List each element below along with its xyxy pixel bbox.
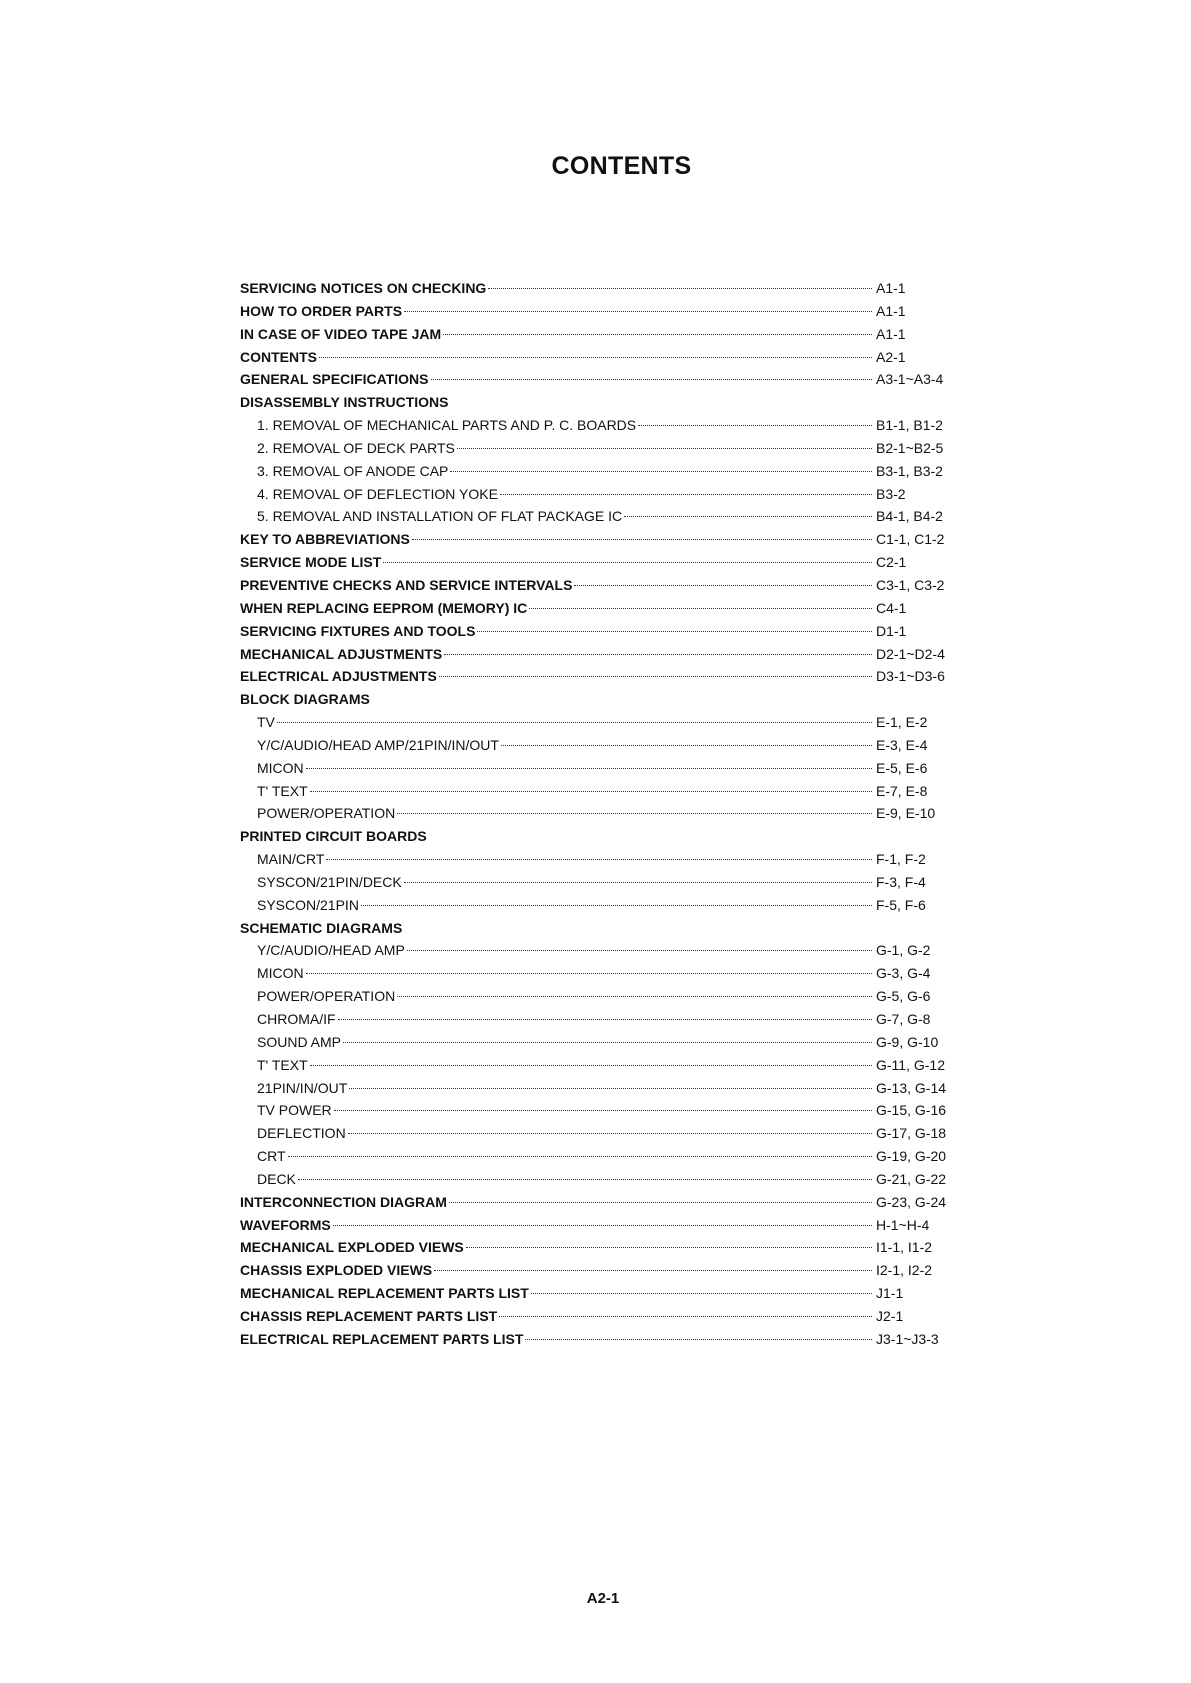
- toc-entry-label: IN CASE OF VIDEO TAPE JAM: [240, 325, 442, 342]
- toc-entry[interactable]: [240, 1328, 960, 1351]
- dot-leader: [310, 790, 872, 792]
- dot-leader: [333, 1224, 872, 1226]
- toc-entry-page: G-5, G-6: [876, 988, 931, 1005]
- toc-entry-label: DECK: [257, 1170, 296, 1187]
- toc-entry-label: SYSCON/21PIN/DECK: [257, 873, 402, 890]
- toc-entry[interactable]: [240, 551, 960, 574]
- toc-entry[interactable]: [240, 848, 960, 871]
- dot-leader: [298, 1178, 872, 1180]
- toc-entry[interactable]: [240, 1031, 960, 1054]
- dot-leader: [450, 470, 872, 472]
- dot-leader: [407, 949, 872, 951]
- toc-entry-page: G-11, G-12: [876, 1056, 945, 1073]
- toc-entry[interactable]: [240, 528, 960, 551]
- toc-entry-page: B4-1, B4-2: [876, 508, 943, 525]
- toc-heading: [240, 688, 960, 711]
- toc-entry-label: T' TEXT: [257, 782, 308, 799]
- toc-entry[interactable]: [240, 620, 960, 643]
- toc-entry-page: J2-1: [876, 1307, 904, 1324]
- toc-entry[interactable]: [240, 665, 960, 688]
- dot-leader: [431, 378, 872, 380]
- toc-entry-page: G-1, G-2: [876, 942, 931, 959]
- toc-entry-label: MICON: [257, 759, 304, 776]
- dot-leader: [500, 493, 872, 495]
- toc-entry-page: H-1~H-4: [876, 1216, 930, 1233]
- toc-entry-page: J1-1: [876, 1285, 904, 1302]
- toc-entry-label: Y/C/AUDIO/HEAD AMP/21PIN/IN/OUT: [257, 736, 499, 753]
- toc-entry-page: G-19, G-20: [876, 1148, 947, 1165]
- toc-entry-label: WHEN REPLACING EEPROM (MEMORY) IC: [240, 599, 528, 616]
- toc-entry-page: J3-1~J3-3: [876, 1330, 939, 1347]
- dot-leader: [529, 607, 872, 609]
- toc-entry-page: G-3, G-4: [876, 965, 931, 982]
- toc-entry[interactable]: [240, 1214, 960, 1237]
- toc-entry-page: D1-1: [876, 622, 907, 639]
- toc-entry-page: D3-1~D3-6: [876, 668, 945, 685]
- dot-leader: [404, 881, 872, 883]
- toc-entry[interactable]: [240, 894, 960, 917]
- dot-leader: [397, 812, 872, 814]
- toc-entry[interactable]: [240, 277, 960, 300]
- toc-entry[interactable]: [240, 483, 960, 506]
- dot-leader: [624, 515, 872, 517]
- toc-entry-label: 3. REMOVAL OF ANODE CAP: [257, 462, 449, 479]
- toc-entry-label: SCHEMATIC DIAGRAMS: [240, 919, 403, 936]
- toc-entry-label: CONTENTS: [240, 348, 317, 365]
- toc-entry-label: TV POWER: [257, 1102, 332, 1119]
- dot-leader: [525, 1338, 872, 1340]
- toc-entry-label: SERVICING NOTICES ON CHECKING: [240, 280, 487, 296]
- dot-leader: [348, 1132, 872, 1134]
- toc-entry[interactable]: [240, 780, 960, 803]
- toc-entry[interactable]: [240, 1008, 960, 1031]
- toc-entry-page: I2-1, I2-2: [876, 1262, 933, 1279]
- dot-leader: [499, 1315, 872, 1317]
- dot-leader: [361, 904, 872, 906]
- toc-entry[interactable]: [240, 346, 960, 369]
- toc-entry-label: 1. REMOVAL OF MECHANICAL PARTS AND P. C. BOARDS: [257, 417, 637, 434]
- toc-entry-label: WAVEFORMS: [240, 1216, 331, 1233]
- toc-entry[interactable]: [240, 1168, 960, 1191]
- dot-leader: [574, 584, 872, 586]
- toc-entry-page: C2-1: [876, 554, 907, 571]
- toc-entry-page: G-7, G-8: [876, 1011, 931, 1027]
- toc-entry[interactable]: [240, 323, 960, 346]
- toc-entry-page: C4-1: [876, 599, 907, 616]
- toc-entry-label: 2. REMOVAL OF DECK PARTS: [257, 439, 455, 456]
- dot-leader: [434, 1269, 872, 1271]
- dot-leader: [466, 1246, 872, 1248]
- toc-entry[interactable]: [240, 460, 960, 483]
- toc-entry-page: G-15, G-16: [876, 1102, 947, 1119]
- toc-entry-label: MICON: [257, 965, 304, 982]
- dot-leader: [457, 447, 872, 449]
- toc-entry[interactable]: [240, 1259, 960, 1282]
- toc-entry-page: B3-1, B3-2: [876, 462, 943, 479]
- toc-entry-label: DISASSEMBLY INSTRUCTIONS: [240, 394, 449, 411]
- dot-leader: [334, 1109, 872, 1111]
- toc-entry-label: DEFLECTION: [257, 1125, 346, 1142]
- toc-entry-page: G-13, G-14: [876, 1079, 947, 1096]
- toc-entry-label: 4. REMOVAL OF DEFLECTION YOKE: [257, 485, 498, 502]
- toc-entry[interactable]: [240, 711, 960, 734]
- toc-entry-page: E-3, E-4: [876, 736, 928, 753]
- dot-leader: [319, 356, 872, 358]
- toc-entry-label: MAIN/CRT: [257, 851, 325, 868]
- toc-entry-label: Y/C/AUDIO/HEAD AMP: [257, 942, 405, 959]
- toc-entry-label: INTERCONNECTION DIAGRAM: [240, 1193, 447, 1210]
- toc-entry[interactable]: [240, 368, 960, 391]
- toc-entry-page: I1-1, I1-2: [876, 1239, 933, 1256]
- toc-entry[interactable]: [240, 871, 960, 894]
- dot-leader: [310, 1064, 872, 1066]
- toc-entry-page: A3-1~A3-4: [876, 371, 944, 388]
- dot-leader: [531, 1292, 872, 1294]
- toc-entry-page: E-5, E-6: [876, 759, 928, 776]
- dot-leader: [443, 333, 872, 335]
- toc-entry[interactable]: [240, 802, 960, 825]
- toc-entry[interactable]: [240, 1236, 960, 1259]
- toc-entry-page: G-9, G-10: [876, 1033, 939, 1050]
- toc-entry-page: B2-1~B2-5: [876, 439, 944, 456]
- dot-leader: [383, 561, 872, 563]
- toc-heading: [240, 391, 960, 414]
- dot-leader: [638, 424, 872, 426]
- toc-entry-label: GENERAL SPECIFICATIONS: [240, 371, 429, 388]
- dot-leader: [326, 858, 872, 860]
- toc-entry-page: E-7, E-8: [876, 782, 928, 799]
- toc-entry[interactable]: [240, 437, 960, 460]
- toc-entry-label: ELECTRICAL ADJUSTMENTS: [240, 668, 437, 685]
- toc-entry-label: TV: [257, 714, 275, 731]
- toc-entry[interactable]: [240, 1054, 960, 1077]
- toc-entry-label: CHASSIS REPLACEMENT PARTS LIST: [240, 1307, 498, 1324]
- toc-entry-page: G-21, G-22: [876, 1170, 947, 1187]
- toc-entry[interactable]: [240, 757, 960, 780]
- dot-leader: [306, 767, 872, 769]
- toc-entry-label: BLOCK DIAGRAMS: [240, 691, 370, 708]
- toc-heading: [240, 825, 960, 848]
- toc-entry-label: PREVENTIVE CHECKS AND SERVICE INTERVALS: [240, 576, 573, 593]
- toc-entry-label: MECHANICAL EXPLODED VIEWS: [240, 1239, 464, 1256]
- toc-entry[interactable]: [240, 734, 960, 757]
- toc-entry[interactable]: [240, 1145, 960, 1168]
- dot-leader: [404, 310, 872, 312]
- toc-entry[interactable]: [240, 597, 960, 620]
- toc-entry-page: C1-1, C1-2: [876, 531, 945, 548]
- toc-entry-page: G-23, G-24: [876, 1193, 947, 1210]
- page-title: CONTENTS: [551, 152, 692, 180]
- toc-entry[interactable]: [240, 300, 960, 323]
- toc-entry[interactable]: [240, 962, 960, 985]
- toc-entry-label: POWER/OPERATION: [257, 805, 396, 822]
- toc-entry-label: POWER/OPERATION: [257, 988, 396, 1005]
- toc-entry-label: CHASSIS EXPLODED VIEWS: [240, 1262, 433, 1279]
- dot-leader: [288, 1155, 872, 1157]
- dot-leader: [488, 287, 872, 289]
- toc-entry-label: 21PIN/IN/OUT: [257, 1079, 348, 1096]
- page-number: A2-1: [586, 1590, 620, 1607]
- toc-entry[interactable]: [240, 939, 960, 962]
- toc-entry-page: A1-1: [876, 280, 906, 296]
- dot-leader: [449, 1201, 872, 1203]
- toc-entry[interactable]: [240, 574, 960, 597]
- toc-entry-label: MECHANICAL REPLACEMENT PARTS LIST: [240, 1285, 529, 1302]
- dot-leader: [343, 1041, 872, 1043]
- toc-entry[interactable]: [240, 985, 960, 1008]
- toc-heading: [240, 917, 960, 940]
- toc-entry[interactable]: [240, 1191, 960, 1214]
- toc-entry-page: A2-1: [876, 348, 906, 365]
- toc-entry-page: E-9, E-10: [876, 805, 936, 822]
- toc-entry[interactable]: [240, 1099, 960, 1122]
- toc-entry-label: HOW TO ORDER PARTS: [240, 302, 403, 319]
- toc-entry-label: SERVICE MODE LIST: [240, 554, 382, 571]
- toc-entry[interactable]: [240, 505, 960, 528]
- toc-entry-label: SYSCON/21PIN: [257, 896, 359, 913]
- toc-entry[interactable]: [240, 1282, 960, 1305]
- table-of-contents: [240, 277, 960, 1351]
- dot-leader: [444, 653, 872, 655]
- toc-entry-label: MECHANICAL ADJUSTMENTS: [240, 645, 443, 662]
- toc-entry-page: F-5, F-6: [876, 896, 926, 913]
- toc-entry-label: PRINTED CIRCUIT BOARDS: [240, 828, 427, 845]
- toc-entry[interactable]: [240, 1077, 960, 1100]
- toc-entry-page: E-1, E-2: [876, 714, 928, 731]
- dot-leader: [439, 675, 872, 677]
- toc-entry-label: T' TEXT: [257, 1056, 308, 1073]
- dot-leader: [397, 995, 872, 997]
- toc-entry-page: F-3, F-4: [876, 873, 926, 890]
- dot-leader: [306, 972, 872, 974]
- toc-entry-label: SOUND AMP: [257, 1033, 342, 1050]
- toc-entry-page: A1-1: [876, 302, 906, 319]
- dot-leader: [349, 1087, 872, 1089]
- toc-entry-page: B3-2: [876, 485, 906, 502]
- dot-leader: [277, 721, 872, 723]
- dot-leader: [477, 630, 872, 632]
- toc-entry-label: SERVICING FIXTURES AND TOOLS: [240, 622, 476, 639]
- toc-entry-page: B1-1, B1-2: [876, 417, 943, 434]
- toc-entry-page: C3-1, C3-2: [876, 576, 945, 593]
- toc-entry-label: 5. REMOVAL AND INSTALLATION OF FLAT PACKAGE IC: [257, 508, 623, 525]
- toc-entry-label: CHROMA/IF: [257, 1011, 336, 1027]
- dot-leader: [338, 1018, 872, 1020]
- toc-entry-page: A1-1: [876, 325, 906, 342]
- toc-entry[interactable]: [240, 643, 960, 666]
- toc-entry-page: G-17, G-18: [876, 1125, 947, 1142]
- toc-entry[interactable]: [240, 414, 960, 437]
- toc-entry[interactable]: [240, 1122, 960, 1145]
- toc-entry-page: D2-1~D2-4: [876, 645, 945, 662]
- dot-leader: [412, 538, 872, 540]
- dot-leader: [501, 744, 872, 746]
- toc-entry-page: F-1, F-2: [876, 851, 926, 868]
- toc-entry-label: KEY TO ABBREVIATIONS: [240, 531, 410, 548]
- toc-entry-label: CRT: [257, 1148, 286, 1165]
- toc-entry[interactable]: [240, 1305, 960, 1328]
- toc-entry-label: ELECTRICAL REPLACEMENT PARTS LIST: [240, 1330, 524, 1347]
